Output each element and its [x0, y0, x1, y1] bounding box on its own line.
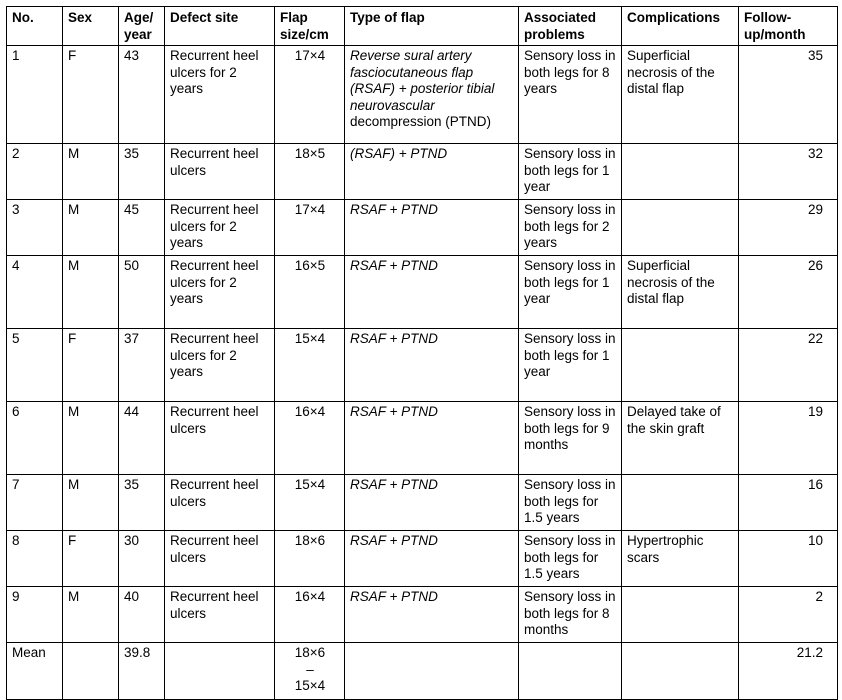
- cell-no: 2: [7, 144, 63, 200]
- table-row: [7, 475, 838, 531]
- cell-associated-problems: Sensory loss in both legs for 2 years: [519, 200, 622, 256]
- cell-no: 9: [7, 587, 63, 643]
- cell-age: 30: [119, 531, 165, 587]
- header-age-line1: Age/: [124, 10, 154, 25]
- cell-associated-problems: Sensory loss in both legs for 8 months: [519, 587, 622, 643]
- cell-age: 35: [119, 475, 165, 531]
- cell-flap-size: 15×4: [275, 475, 345, 531]
- cell-complications: Superficial necrosis of the distal flap: [622, 46, 739, 144]
- cell-sex: M: [63, 402, 119, 475]
- cell-defect-site: Recurrent heel ulcers for 2 years: [165, 46, 275, 144]
- type-italic-text: RSAF + PTND: [350, 477, 438, 492]
- cell-defect-site: Recurrent heel ulcers: [165, 587, 275, 643]
- table-row: [7, 144, 838, 200]
- cell-sex: M: [63, 200, 119, 256]
- cell-sex: M: [63, 475, 119, 531]
- cell-associated-problems: Sensory loss in both legs for 8 years: [519, 46, 622, 144]
- mean-size-line1: 18×6: [294, 645, 326, 660]
- cell-complications: [622, 144, 739, 200]
- table-row: [7, 256, 838, 329]
- header-sex: Sex: [63, 7, 119, 46]
- cell-defect-site: Recurrent heel ulcers for 2 years: [165, 200, 275, 256]
- header-flap-line1: Flap: [280, 10, 308, 25]
- cell-complications: [622, 200, 739, 256]
- cell-flap-size: 18×5: [275, 144, 345, 200]
- cell-complications: [622, 329, 739, 402]
- header-follow-up: [739, 7, 838, 46]
- cell-follow-up: 2: [739, 587, 838, 643]
- cell-sex: M: [63, 256, 119, 329]
- header-age-line2: year: [124, 26, 152, 42]
- header-type-of-flap: Type of flap: [345, 7, 519, 46]
- cell-mean-label: Mean: [7, 643, 63, 700]
- type-italic-text: (RSAF) + PTND: [350, 146, 448, 161]
- cell-age: 44: [119, 402, 165, 475]
- cell-type-of-flap: [345, 200, 519, 256]
- header-associated-problems: [519, 7, 622, 46]
- cell-follow-up: 35: [739, 46, 838, 144]
- type-italic-text: RSAF + PTND: [350, 589, 438, 604]
- cell-flap-size: 18×6: [275, 531, 345, 587]
- cell-age: 43: [119, 46, 165, 144]
- cell-associated-problems: Sensory loss in both legs for 1 year: [519, 256, 622, 329]
- type-italic-text: RSAF + PTND: [350, 533, 438, 548]
- cell-type-of-flap: [345, 46, 519, 144]
- mean-size-line3: 15×4: [294, 678, 326, 693]
- header-defect-site: Defect site: [165, 7, 275, 46]
- header-assoc-line2: problems: [524, 26, 585, 42]
- header-follow-line1: Follow-: [744, 10, 792, 25]
- cell-associated-problems: Sensory loss in both legs for 9 months: [519, 402, 622, 475]
- cell-flap-size: 17×4: [275, 200, 345, 256]
- header-follow-line2: up/month: [744, 26, 806, 42]
- header-complications: Complications: [622, 7, 739, 46]
- cell-flap-size: 16×4: [275, 402, 345, 475]
- cell-follow-up: 19: [739, 402, 838, 475]
- header-row: [7, 7, 838, 46]
- cell-follow-up: 32: [739, 144, 838, 200]
- header-no: No.: [7, 7, 63, 46]
- cell-no: 6: [7, 402, 63, 475]
- cell-type-of-flap: [345, 531, 519, 587]
- header-assoc-line1: Associated: [524, 10, 597, 25]
- type-italic-text: RSAF + PTND: [350, 258, 438, 273]
- cell-mean-age: 39.8: [119, 643, 165, 700]
- cell-type-of-flap: [345, 256, 519, 329]
- mean-size-line2: –: [306, 661, 314, 677]
- table-row: [7, 329, 838, 402]
- cell-complications: Hypertrophic scars: [622, 531, 739, 587]
- cell-type-of-flap: [345, 587, 519, 643]
- cell-defect-site: Recurrent heel ulcers for 2 years: [165, 256, 275, 329]
- cell-no: 1: [7, 46, 63, 144]
- cell-associated-problems: Sensory loss in both legs for 1 year: [519, 144, 622, 200]
- cell-associated-problems: Sensory loss in both legs for 1.5 years: [519, 475, 622, 531]
- cell-sex: F: [63, 531, 119, 587]
- cell-type-of-flap: [345, 402, 519, 475]
- type-italic-text: RSAF + PTND: [350, 331, 438, 346]
- cell-no: 5: [7, 329, 63, 402]
- cell-follow-up: 16: [739, 475, 838, 531]
- cell-age: 40: [119, 587, 165, 643]
- cell-follow-up: 10: [739, 531, 838, 587]
- patient-table-container: [6, 6, 838, 700]
- cell-flap-size: 17×4: [275, 46, 345, 144]
- cell-defect-site: Recurrent heel ulcers for 2 years: [165, 329, 275, 402]
- cell-age: 50: [119, 256, 165, 329]
- cell-no: 8: [7, 531, 63, 587]
- table-row: [7, 402, 838, 475]
- cell-follow-up: 26: [739, 256, 838, 329]
- cell-complications: [622, 587, 739, 643]
- table-row: [7, 200, 838, 256]
- table-row: [7, 587, 838, 643]
- cell-complications: Superficial necrosis of the distal flap: [622, 256, 739, 329]
- cell-no: 3: [7, 200, 63, 256]
- cell-flap-size: 16×4: [275, 587, 345, 643]
- cell-sex: F: [63, 329, 119, 402]
- cell-follow-up: 22: [739, 329, 838, 402]
- header-flap-size: [275, 7, 345, 46]
- cell-defect-site: Recurrent heel ulcers: [165, 531, 275, 587]
- cell-age: 37: [119, 329, 165, 402]
- cell-type-of-flap: [345, 475, 519, 531]
- patient-table: [6, 6, 838, 700]
- type-italic-text: RSAF + PTND: [350, 202, 438, 217]
- cell-type-of-flap: [345, 329, 519, 402]
- cell-associated-problems: Sensory loss in both legs for 1 year: [519, 329, 622, 402]
- cell-mean-follow-up: 21.2: [739, 643, 838, 700]
- table-row: [7, 46, 838, 144]
- cell-defect-site: Recurrent heel ulcers: [165, 144, 275, 200]
- header-age: [119, 7, 165, 46]
- cell-flap-size: 16×5: [275, 256, 345, 329]
- cell-complications: Delayed take of the skin graft: [622, 402, 739, 475]
- cell-flap-size: 15×4: [275, 329, 345, 402]
- cell-no: 4: [7, 256, 63, 329]
- type-italic-text: Reverse sural artery fasciocutaneous flap (RSAF) + posterior tibial neurovascular: [350, 48, 495, 113]
- table-row: [7, 531, 838, 587]
- cell-age: 45: [119, 200, 165, 256]
- cell-sex: M: [63, 144, 119, 200]
- cell-follow-up: 29: [739, 200, 838, 256]
- cell-complications: [622, 475, 739, 531]
- cell-defect-site: Recurrent heel ulcers: [165, 402, 275, 475]
- type-italic-text: RSAF + PTND: [350, 404, 438, 419]
- cell-type-of-flap: [345, 144, 519, 200]
- cell-sex: M: [63, 587, 119, 643]
- type-plain-text: decompression (PTND): [350, 114, 492, 129]
- cell-sex: F: [63, 46, 119, 144]
- cell-defect-site: Recurrent heel ulcers: [165, 475, 275, 531]
- cell-associated-problems: Sensory loss in both legs for 1.5 years: [519, 531, 622, 587]
- cell-no: 7: [7, 475, 63, 531]
- cell-age: 35: [119, 144, 165, 200]
- header-flap-line2: size/cm: [280, 26, 329, 42]
